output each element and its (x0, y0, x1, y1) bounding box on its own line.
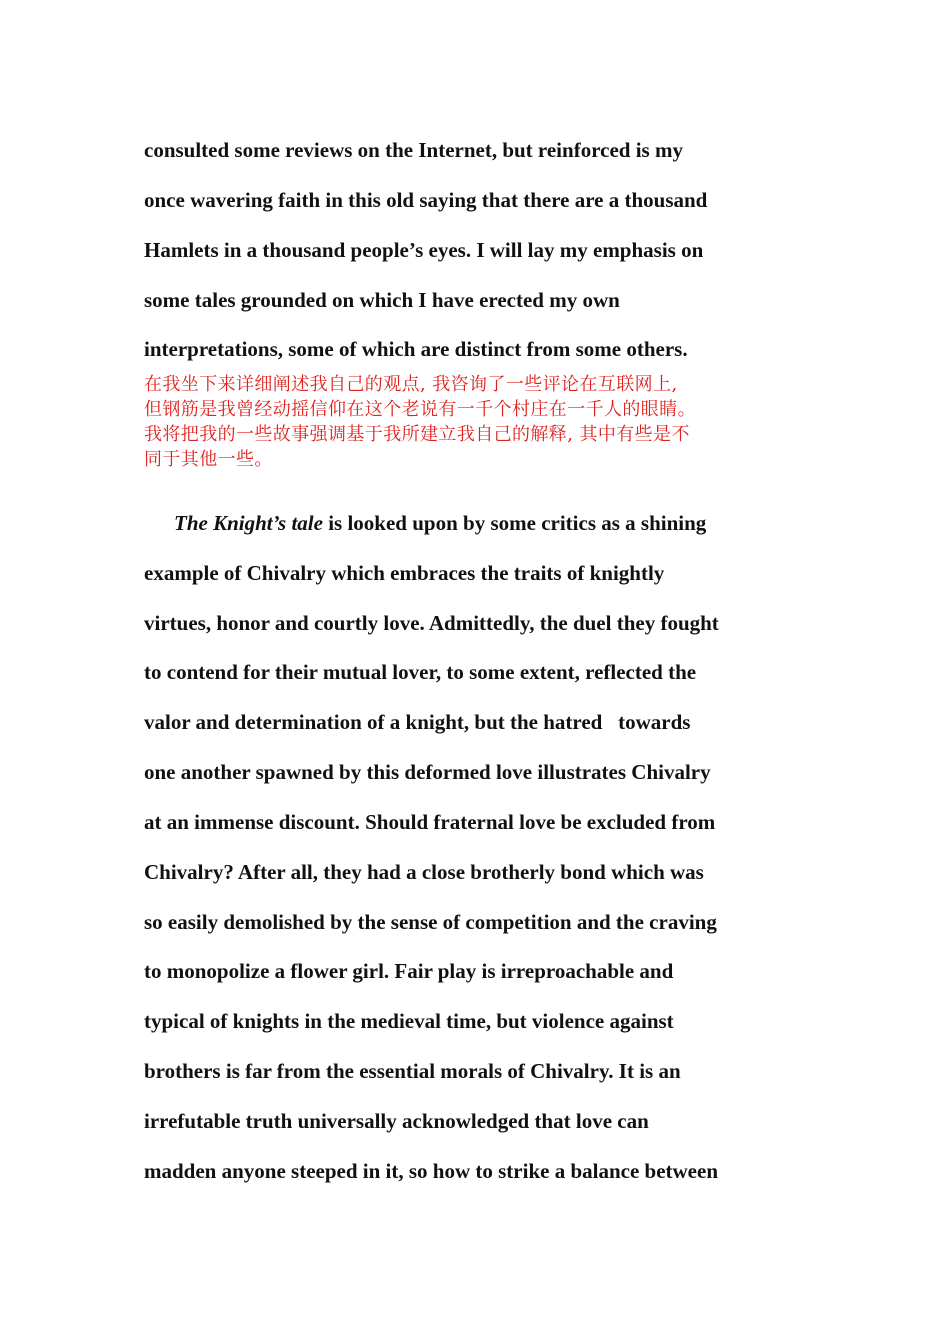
work-title: The Knight’s tale (174, 511, 323, 535)
translation-line: 我将把我的一些故事强调基于我所建立我自己的解释, 其中有些是不 (144, 424, 690, 445)
text-line: virtues, honor and courtly love. Admittedly, the duel they fought (144, 611, 719, 635)
text-line: so easily demolished by the sense of competition and the craving (144, 910, 717, 934)
text-line: Chivalry? After all, they had a close brotherly bond which was (144, 860, 704, 884)
text-segment: is looked upon by some critics as a shining (322, 511, 707, 535)
text-line: interpretations, some of which are distinct from some others. (144, 337, 688, 361)
text-line: typical of knights in the medieval time, but violence against (144, 1009, 674, 1033)
text-line: to contend for their mutual lover, to some extent, reflected the (144, 660, 697, 684)
text-line: consulted some reviews on the Internet, but reinforced is my (144, 138, 683, 162)
text-line: some tales grounded on which I have erected my own (144, 288, 620, 312)
text-line: valor and determination of a knight, but the hatred towards (144, 710, 691, 734)
text-line: at an immense discount. Should fraternal love be excluded from (144, 810, 716, 834)
text-line: Hamlets in a thousand people’s eyes. I will lay my emphasis on (144, 238, 704, 262)
text-line: once wavering faith in this old saying that there are a thousand (144, 188, 708, 212)
paragraph-first-line (174, 510, 706, 536)
text-line: madden anyone steeped in it, so how to strike a balance between (144, 1159, 719, 1183)
text-line: irrefutable truth universally acknowledged that love can (144, 1109, 649, 1133)
text-line: example of Chivalry which embraces the traits of knightly (144, 561, 665, 585)
text-line: brothers is far from the essential morals of Chivalry. It is an (144, 1059, 681, 1083)
text-line: one another spawned by this deformed love illustrates Chivalry (144, 760, 711, 784)
text-line: to monopolize a flower girl. Fair play is irreproachable and (144, 959, 674, 983)
translation-line: 同于其他一些。 (144, 449, 273, 470)
translation-line: 在我坐下来详细阐述我自己的观点, 我咨询了一些评论在互联网上, (144, 374, 678, 395)
translation-line: 但钢筋是我曾经动摇信仰在这个老说有一千个村庄在一千人的眼睛。 (144, 399, 696, 420)
